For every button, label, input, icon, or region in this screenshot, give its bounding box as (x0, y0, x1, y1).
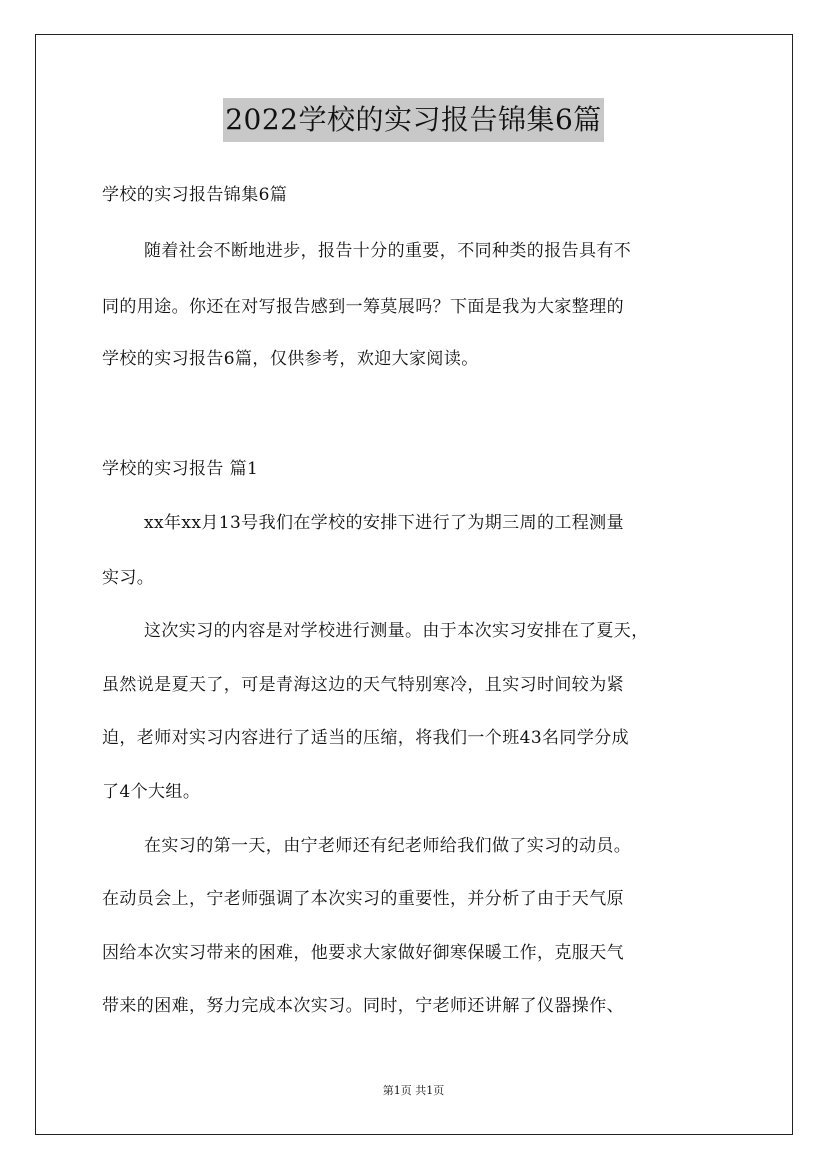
page-footer: 第1页 共1页 (382, 1084, 445, 1097)
intro-line: 学校的实习报告6篇，仅供参考，欢迎大家阅读。 (102, 349, 479, 369)
paragraph-line: 迫，老师对实习内容进行了适当的压缩，将我们一个班43名同学分成 (102, 728, 630, 748)
paragraph-line: 因给本次实习带来的困难，他要求大家做好御寒保暖工作，克服天气 (102, 943, 624, 963)
paragraph-line: 这次实习的内容是对学校进行测量。由于本次实习安排在了夏天， (144, 621, 649, 641)
intro-line: 随着社会不断地进步，报告十分的重要，不同种类的报告具有不 (144, 241, 632, 261)
document-subtitle: 学校的实习报告锦集6篇 (102, 185, 288, 205)
paragraph-line: xx年xx月13号我们在学校的安排下进行了为期三周的工程测量 (144, 513, 624, 533)
section-heading: 学校的实习报告 篇1 (102, 459, 259, 479)
paragraph-line: 虽然说是夏天了，可是青海这边的天气特别寒冷，且实习时间较为紧 (102, 675, 624, 695)
paragraph-line: 实习。 (102, 568, 155, 588)
title-container (0, 98, 827, 142)
paragraph-line: 在实习的第一天，由宁老师还有纪老师给我们做了实习的动员。 (144, 836, 632, 856)
document-title: 2022学校的实习报告锦集6篇 (223, 98, 604, 142)
paragraph-line: 带来的困难，努力完成本次实习。同时，宁老师还讲解了仪器操作、 (102, 996, 624, 1016)
intro-line: 同的用途。你还在对写报告感到一筹莫展吗？下面是我为大家整理的 (102, 297, 624, 317)
paragraph-line: 在动员会上，宁老师强调了本次实习的重要性，并分析了由于天气原 (102, 889, 624, 909)
paragraph-line: 了4个大组。 (102, 782, 201, 802)
